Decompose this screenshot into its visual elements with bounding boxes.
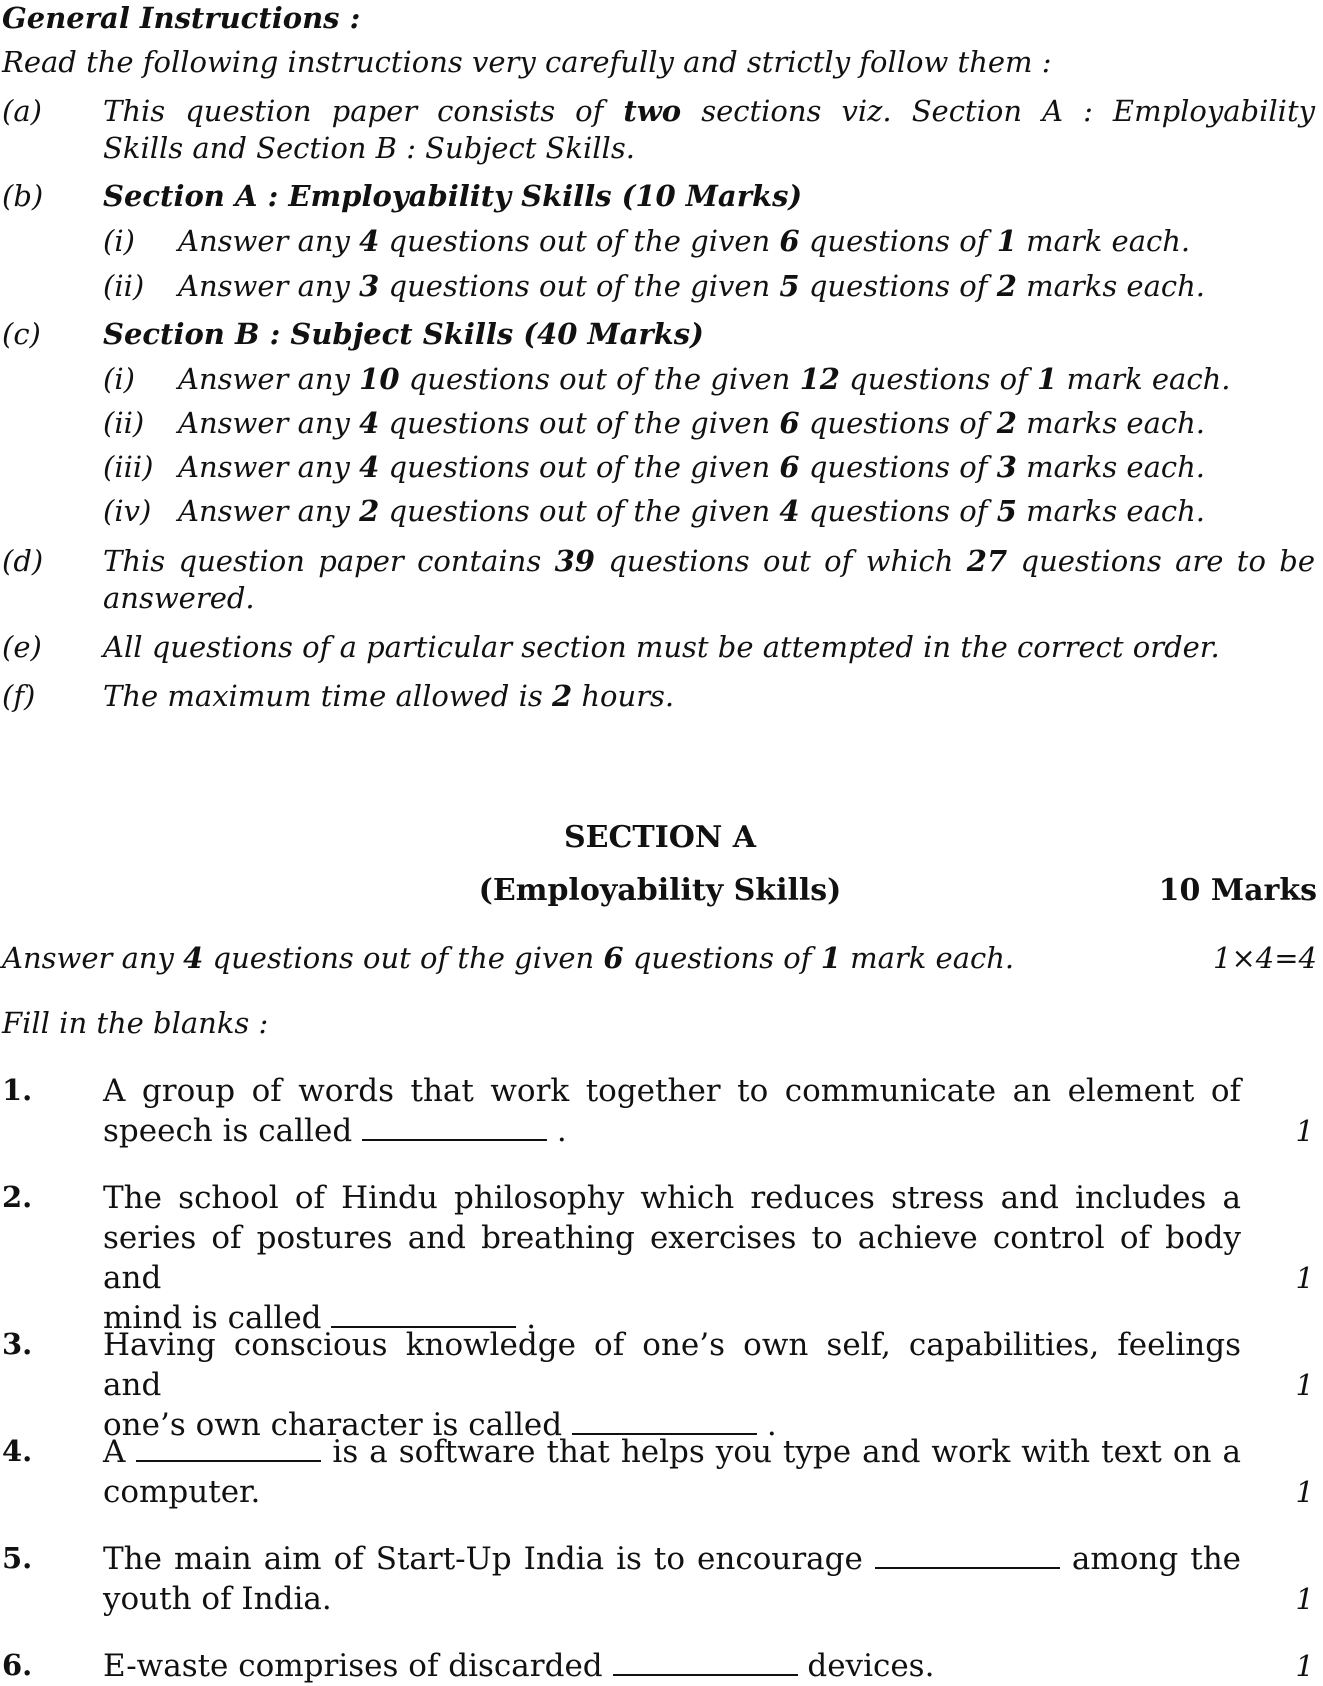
question-mark: 1	[1295, 1368, 1314, 1402]
answer-blank[interactable]	[875, 1541, 1060, 1569]
sub-text: Answer any 10 questions out of the given 12 questions of 1 mark each.	[178, 362, 1231, 396]
sub-label: (i)	[103, 224, 135, 258]
instruction-label: (a)	[2, 94, 42, 128]
instruction-d-line1: This question paper contains 39 questions out of which 27 questions are to be	[103, 544, 1316, 578]
question-number: 5.	[2, 1541, 33, 1575]
question-mark: 1	[1295, 1582, 1314, 1616]
section-a-score: 1×4=4	[1213, 941, 1317, 975]
instruction-label: (f)	[2, 679, 36, 713]
answer-blank[interactable]	[362, 1113, 547, 1141]
question-line: youth of India.	[103, 1581, 332, 1617]
sub-label: (iv)	[103, 494, 152, 528]
question-line: one’s own character is called .	[103, 1407, 777, 1443]
answer-blank[interactable]	[613, 1648, 798, 1676]
fill-blanks-heading: Fill in the blanks :	[2, 1006, 269, 1040]
instruction-label: (e)	[2, 630, 42, 664]
question-number: 1.	[2, 1073, 33, 1107]
question-mark: 1	[1295, 1649, 1314, 1683]
question-mark: 1	[1295, 1475, 1314, 1509]
section-a-summary-title: Section A : Employability Skills (10 Marks)	[103, 179, 803, 213]
sub-text: Answer any 4 questions out of the given 6 questions of 1 mark each.	[178, 224, 1191, 258]
sub-label: (ii)	[103, 269, 145, 303]
instruction-f-text: The maximum time allowed is 2 hours.	[103, 679, 675, 713]
question-line: The main aim of Start-Up India is to encourage among the	[103, 1541, 1242, 1577]
instruction-label: (d)	[2, 544, 44, 578]
sub-label: (ii)	[103, 406, 145, 440]
general-instructions-heading: General Instructions :	[2, 1, 361, 35]
section-a-marks: 10 Marks	[1158, 873, 1317, 908]
question-line: A is a software that helps you type and work with text on a	[103, 1434, 1241, 1470]
sub-text: Answer any 3 questions out of the given 5 questions of 2 marks each.	[178, 269, 1206, 303]
sub-text: Answer any 4 questions out of the given 6 questions of 3 marks each.	[178, 450, 1206, 484]
question-line: series of postures and breathing exercises to achieve control of body and	[103, 1220, 1241, 1296]
sub-text: Answer any 2 questions out of the given 4 questions of 5 marks each.	[178, 494, 1206, 528]
question-line: speech is called .	[103, 1113, 567, 1149]
instruction-a-line1: This question paper consists of two sections viz. Section A : Employability	[103, 94, 1315, 128]
question-number: 6.	[2, 1648, 33, 1682]
question-number: 3.	[2, 1327, 33, 1361]
answer-blank[interactable]	[572, 1407, 757, 1435]
question-line: The school of Hindu philosophy which reduces stress and includes a	[103, 1180, 1241, 1216]
section-b-summary-title: Section B : Subject Skills (40 Marks)	[103, 317, 704, 351]
instruction-d-line2: answered.	[103, 581, 255, 615]
question-mark: 1	[1295, 1261, 1314, 1295]
question-mark: 1	[1295, 1114, 1314, 1148]
question-number: 4.	[2, 1434, 33, 1468]
question-line: Having conscious knowledge of one’s own self, capabilities, feelings and	[103, 1327, 1241, 1403]
question-line: E-waste comprises of discarded devices.	[103, 1648, 935, 1684]
answer-blank[interactable]	[331, 1300, 516, 1328]
sub-text: Answer any 4 questions out of the given 6 questions of 2 marks each.	[178, 406, 1206, 440]
section-a-title: SECTION A	[563, 820, 757, 855]
question-line: mind is called .	[103, 1300, 537, 1336]
question-number: 2.	[2, 1180, 33, 1214]
sub-label: (iii)	[103, 450, 154, 484]
answer-blank[interactable]	[136, 1434, 321, 1462]
question-line: A group of words that work together to communicate an element of	[103, 1073, 1241, 1109]
instruction-label: (b)	[2, 179, 44, 213]
instruction-e-text: All questions of a particular section must be attempted in the correct order.	[103, 630, 1220, 664]
instruction-a-line2: Skills and Section B : Subject Skills.	[103, 131, 635, 165]
section-a-instruction: Answer any 4 questions out of the given 6 questions of 1 mark each.	[2, 941, 1015, 975]
question-line: computer.	[103, 1474, 261, 1510]
sub-label: (i)	[103, 362, 135, 396]
instruction-label: (c)	[2, 317, 41, 351]
general-instructions-intro: Read the following instructions very carefully and strictly follow them :	[2, 45, 1052, 79]
section-a-subtitle: (Employability Skills)	[478, 873, 842, 908]
